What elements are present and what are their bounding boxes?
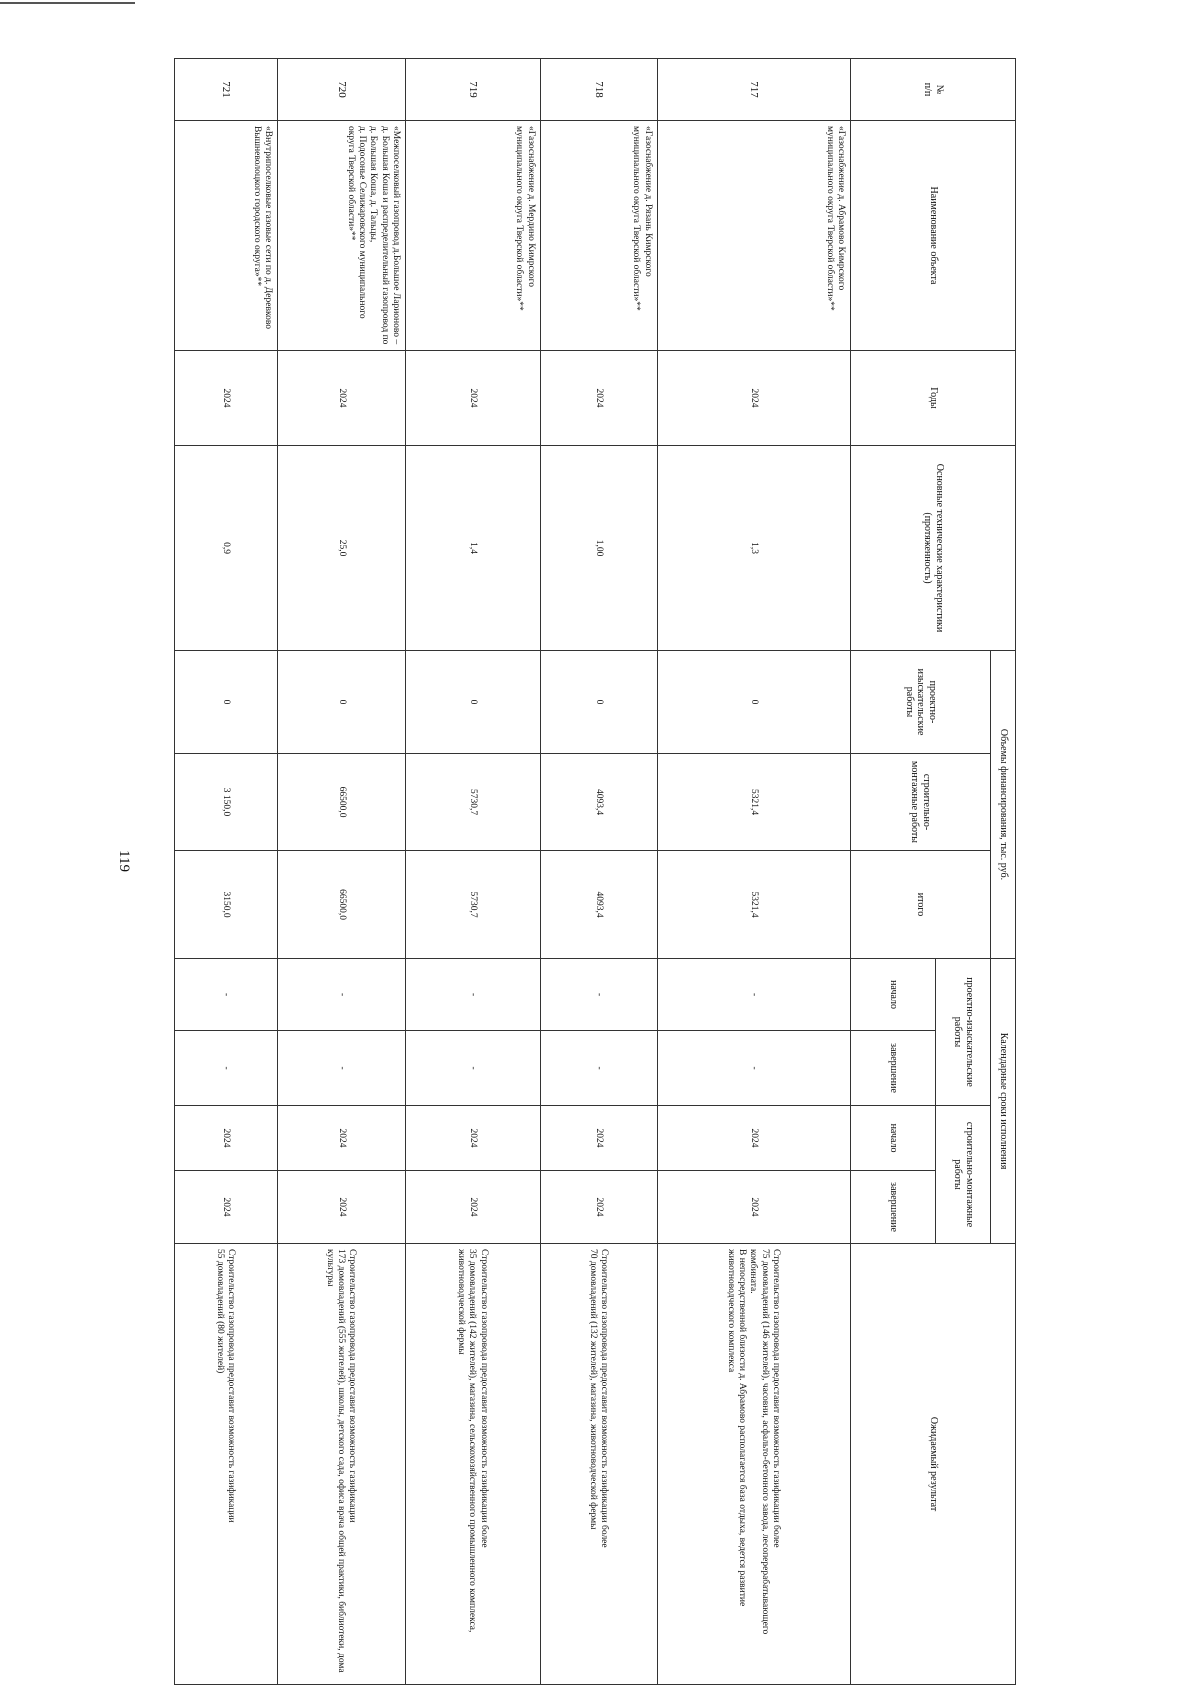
fin-design: 0 — [405, 651, 540, 754]
fin-total: 5730,7 — [405, 851, 540, 959]
design-start: - — [277, 959, 405, 1031]
fin-total: 5321,4 — [657, 851, 850, 959]
table-row — [405, 59, 540, 1685]
header-construction-end: завершение — [851, 1171, 936, 1244]
tech-length: 1,4 — [405, 446, 540, 651]
fin-total: 4093,4 — [540, 851, 657, 959]
row-num: 717 — [657, 59, 850, 121]
header-dates-construction: строительно-монтажные работы — [936, 1106, 991, 1244]
table-row — [277, 59, 405, 1685]
header-construction-start: начало — [851, 1106, 936, 1171]
fin-construction: 66500,0 — [277, 754, 405, 851]
header-calendar-dates: Календарные сроки исполнения — [991, 959, 1016, 1244]
fin-total: 66500,0 — [277, 851, 405, 959]
header-financing: Объемы финансирования, тыс. руб. — [991, 651, 1016, 959]
tech-length: 25,0 — [277, 446, 405, 651]
table-row — [540, 59, 657, 1685]
expected-result: Строительство газопровода предоставит возможность газификации 55 домовладений (80 жителей) — [175, 1244, 278, 1685]
design-end: - — [175, 1031, 278, 1106]
construction-end: 2024 — [540, 1171, 657, 1244]
design-start: - — [175, 959, 278, 1031]
years: 2024 — [657, 351, 850, 446]
table-row — [175, 59, 278, 1685]
construction-end: 2024 — [175, 1171, 278, 1244]
page-number: 119 — [116, 850, 132, 872]
fin-design: 0 — [277, 651, 405, 754]
construction-end: 2024 — [405, 1171, 540, 1244]
tech-length: 1,00 — [540, 446, 657, 651]
fin-construction: 5321,4 — [657, 754, 850, 851]
header-fin-design: проектно-изыскательские работы — [851, 651, 991, 754]
object-name: «Газоснабжение д. Мердино Кимрского муниципального округа Тверской области»** — [405, 121, 540, 351]
row-num: 718 — [540, 59, 657, 121]
design-end: - — [657, 1031, 850, 1106]
fin-design: 0 — [540, 651, 657, 754]
header-design-start: начало — [851, 959, 936, 1031]
expected-result: Строительство газопровода предоставит возможность газификации более 70 домовладений (132 жителей), магазина, животноводческой фермы — [540, 1244, 657, 1685]
construction-start: 2024 — [405, 1106, 540, 1171]
header-fin-total: итого — [851, 851, 991, 959]
construction-start: 2024 — [657, 1106, 850, 1171]
expected-result: Строительство газопровода предоставит возможность газификации более 35 домовладений (142 жителей), магазина, сельскохозяйственного промышленного комплекса, животноводческой фермы — [405, 1244, 540, 1685]
fin-total: 3150,0 — [175, 851, 278, 959]
expected-result: Строительство газопровода предоставит возможность газификации 173 домовладений (555 жителей), школы, детского сада, офиса врача общей практики, библиотеки, дома культуры — [277, 1244, 405, 1685]
years: 2024 — [277, 351, 405, 446]
construction-start: 2024 — [175, 1106, 278, 1171]
investment-program-table — [174, 58, 1016, 1685]
header-design-end: завершение — [851, 1031, 936, 1106]
row-num: 721 — [175, 59, 278, 121]
object-name: «Межпоселковый газопровод д.Большое Ларионово – д. Большая Коша и распределительный газопровод по д. Большая Коша, д. Тальцы, д. Подосонье Селижаровского муниципального округа Тверской области»** — [277, 121, 405, 351]
header-tech: Основные технические характеристики (протяженность) — [851, 446, 1016, 651]
header-name: Наименование объекта — [851, 121, 1016, 351]
years: 2024 — [540, 351, 657, 446]
construction-end: 2024 — [657, 1171, 850, 1244]
fin-construction: 3 150,0 — [175, 754, 278, 851]
tech-length: 0,9 — [175, 446, 278, 651]
design-start: - — [657, 959, 850, 1031]
years: 2024 — [175, 351, 278, 446]
construction-start: 2024 — [277, 1106, 405, 1171]
header-result: Ожидаемый результат — [851, 1244, 1016, 1685]
tech-length: 1,3 — [657, 446, 850, 651]
row-num: 720 — [277, 59, 405, 121]
design-start: - — [405, 959, 540, 1031]
row-num: 719 — [405, 59, 540, 121]
construction-end: 2024 — [277, 1171, 405, 1244]
header-num: № п/п — [851, 59, 1016, 121]
object-name: «Внутрипоселковые газовые сети по д. Деревково Вышневолоцкого городского округа»** — [175, 121, 278, 351]
fin-construction: 5730,7 — [405, 754, 540, 851]
design-start: - — [540, 959, 657, 1031]
object-name: «Газоснабжение д. Рязань Кимрского муниципального округа Тверской области»** — [540, 121, 657, 351]
header-fin-construction: строительно-монтажные работы — [851, 754, 991, 851]
years: 2024 — [405, 351, 540, 446]
fin-design: 0 — [657, 651, 850, 754]
expected-result: Строительство газопровода предоставит возможность газификации более 75 домовладений (146 жителей), часовни, асфальто-бетонного завода, лесоперерабатывающего комбината. В непосредственной близости д. Абрамово располагается база отдыха, ведется развитие животноводческого комплекса — [657, 1244, 850, 1685]
design-end: - — [277, 1031, 405, 1106]
construction-start: 2024 — [540, 1106, 657, 1171]
header-years: Годы — [851, 351, 1016, 446]
design-end: - — [405, 1031, 540, 1106]
design-end: - — [540, 1031, 657, 1106]
table-row — [657, 59, 850, 1685]
object-name: «Газоснабжение д. Абрамово Кимрского муниципального округа Тверской области»** — [657, 121, 850, 351]
header-dates-design: проектно-изыскательские работы — [936, 959, 991, 1106]
fin-construction: 4093,4 — [540, 754, 657, 851]
fin-design: 0 — [175, 651, 278, 754]
scan-edge-mark — [0, 2, 135, 4]
rotated-table-container — [174, 58, 1016, 1684]
